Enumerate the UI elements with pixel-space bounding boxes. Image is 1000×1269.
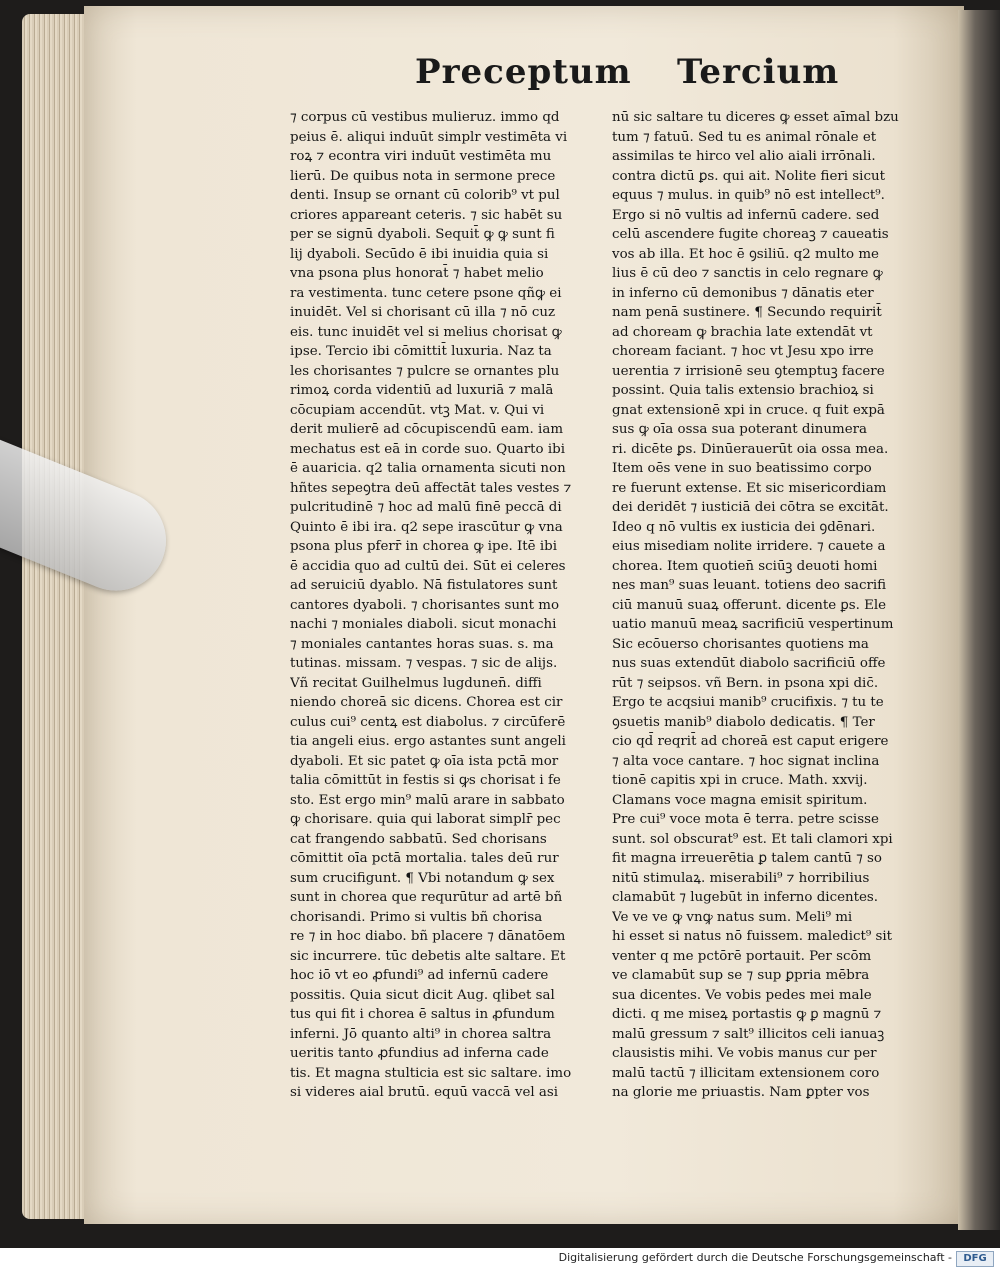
text-line: ra vestimenta. tunc cetere psone qñꝙ ei <box>290 285 562 301</box>
text-line: Quinto ē ibi ira. q2 sepe irascūtur ꝙ vna <box>290 519 563 535</box>
text-line: nes man⁹ suas leuant. totiens deo sacrifi <box>612 578 887 593</box>
text-line: peius ē. aliqui induūt simplr vestimēta vi <box>290 129 568 145</box>
text-line: Ergo si nō vultis ad infernū cadere. sed <box>612 207 880 223</box>
text-line: lierū. De quibus nota in sermone prece <box>290 168 556 184</box>
text-line: tis. Et magna stulticia est sic saltare. imo <box>290 1065 572 1081</box>
text-line: dei deridēt ⁊ iusticiā dei cōtra se excitāt. <box>612 500 889 515</box>
text-line: clamabūt ⁊ lugebūt in inferno dicentes. <box>612 890 879 905</box>
text-line: re ⁊ in hoc diabo. bñ placere ⁊ dānatōem <box>290 929 566 944</box>
text-line: tia angeli eius. ergo astantes sunt angeli <box>290 734 566 749</box>
text-line: Sic ecōuerso chorisantes quotiens ma <box>612 636 869 652</box>
text-line: gnat extensionē xpi in cruce. q fuit expā <box>612 402 885 418</box>
text-line: ciū manuū suaꝝ offerunt. dicente ꝑs. Ele <box>612 597 887 613</box>
text-line: tus qui fit i chorea ē saltus in ꝓfundum <box>290 1007 555 1022</box>
text-line: uerentia ⁊ irrisionē seu ꝯtemptuꝫ facere <box>612 363 885 379</box>
text-line: hi esset si natus nō fuissem. maledict⁹ sit <box>612 929 893 944</box>
text-line: criores appareant ceteris. ⁊ sic habēt su <box>290 207 563 223</box>
text-line: chorisandi. Primo si vultis bñ chorisa <box>290 909 543 925</box>
header-word-left: Preceptum <box>415 52 632 92</box>
text-line: venter q me pctōrē portauit. Per scōm <box>612 948 872 964</box>
text-line: Ideo q nō vultis ex iusticia dei ꝯdēnari. <box>612 519 876 535</box>
text-line: lij dyaboli. Secūdo ē ibi inuidia quia si <box>290 246 549 262</box>
text-line: niendo choreā sic dicens. Chorea est cir <box>290 695 563 710</box>
text-line: sic incurrere. tūc debetis alte saltare. Et <box>290 948 566 964</box>
text-line: ꝙ chorisare. quia qui laborat simplr̄ pec <box>290 812 561 827</box>
text-line: cio qd̄ reqrit̄ ad choreā est caput erigere <box>612 734 889 749</box>
text-line: cōmittit oīa pctā mortalia. tales deū rur <box>290 851 559 866</box>
text-line: fit magna irreuerētia ꝑ talem cantū ⁊ so <box>612 851 882 866</box>
text-line: clausistis mihi. Ve vobis manus cur per <box>612 1046 877 1061</box>
text-line: ad choream ꝙ brachia late extendāt vt <box>612 324 873 340</box>
text-line: ē auaricia. q2 talia ornamenta sicuti non <box>290 461 566 476</box>
text-line: nitū stimulaꝝ. miserabili⁹ ⁊ horribilius <box>612 870 870 886</box>
text-line: Ve ve ve ꝙ vnꝙ natus sum. Meli⁹ mi <box>612 909 853 925</box>
text-line: lius ē cū deo ⁊ sanctis in celo regnare ꝙ <box>612 266 883 281</box>
text-line: ueritis tanto ꝓfundius ad inferna cade <box>290 1046 549 1061</box>
text-line: talia cōmittūt in festis si ꝙs chorisat i fe <box>290 773 561 788</box>
text-line: possint. Quia talis extensio brachioꝝ si <box>612 383 874 398</box>
text-line: ⁊ alta voce cantare. ⁊ hoc signat inclina <box>612 753 880 769</box>
text-line: derit mulierē ad cōcupiscendū eam. iam <box>290 422 564 437</box>
text-line: sua dicentes. Ve vobis pedes mei male <box>612 987 872 1003</box>
text-line: ē accidia quo ad cultū dei. Sūt ei celeres <box>290 558 566 574</box>
text-line: cantores dyaboli. ⁊ chorisantes sunt mo <box>290 597 560 613</box>
text-line: ⁊ moniales cantantes horas suas. s. ma <box>290 636 554 652</box>
text-line: sto. Est ergo min⁹ malū arare in sabbato <box>290 792 565 808</box>
text-column-right <box>612 108 912 1103</box>
running-header <box>415 52 840 102</box>
text-line: inuidēt. Vel si chorisant cū illa ⁊ nō cuz <box>290 305 556 320</box>
dfg-logo: DFG <box>956 1251 994 1267</box>
text-line: sunt in chorea que requrūtur ad artē bñ <box>290 890 563 905</box>
text-line: rimoꝝ corda videntiū ad luxuriā ⁊ malā <box>290 383 554 398</box>
text-line: eis. tunc inuidēt vel si melius chorisat ꝙ <box>290 324 562 340</box>
text-line: vos ab illa. Et hoc ē ꝯsiliū. q2 multo me <box>612 246 879 262</box>
text-line: equus ⁊ mulus. in quib⁹ nō est intellect⁹. <box>612 188 885 203</box>
text-line: celū ascendere fugite choreaꝫ ⁊ caueatis <box>612 227 889 242</box>
book-spine <box>958 10 1000 1230</box>
text-line: rūt ⁊ seipsos. vñ Bern. in psona xpi dic̄. <box>612 675 879 691</box>
text-line: inferni. Jō quanto alti⁹ in chorea saltra <box>290 1026 552 1042</box>
text-line: pulcritudinē ⁊ hoc ad malū finē peccā di <box>290 500 562 515</box>
text-line: cat frangendo sabbatū. Sed chorisans <box>290 831 547 847</box>
text-line: cōcupiam accendūt. vtꝫ Mat. v. Qui vi <box>290 402 545 418</box>
text-line: re fuerunt extense. Et sic misericordiam <box>612 480 887 496</box>
text-line: hñtes sepeꝯtra deū affectāt tales vestes ⁊ <box>290 480 572 496</box>
text-line: sum crucifigunt. ¶ Vbi notandum ꝙ sex <box>290 870 555 886</box>
text-column-left <box>290 108 590 1103</box>
text-line: nus suas extendūt diabolo sacrificiū offe <box>612 656 886 671</box>
text-line: malū tactū ⁊ illicitam extensionem coro <box>612 1065 880 1081</box>
header-word-right: Tercium <box>677 52 840 92</box>
text-line: sus ꝙ oīa ossa sua poterant dinumera <box>612 422 867 437</box>
text-line: assimilas te hirco vel alio aiali irrōnali. <box>612 149 876 164</box>
text-line: contra dictū ꝑs. qui ait. Nolite fieri sicut <box>612 168 885 184</box>
text-line: tutinas. missam. ⁊ vespas. ⁊ sic de alijs. <box>290 656 558 671</box>
text-line: si videres aial brutū. equū vaccā vel asi <box>290 1085 559 1100</box>
text-line: nū sic saltare tu diceres ꝙ esset aīmal bzu <box>612 110 899 125</box>
text-line: Vñ recitat Guilhelmus lugdunen̄. diffi <box>290 675 542 691</box>
text-line: Item oēs vene in suo beatissimo corpo <box>612 461 872 476</box>
text-line: dyaboli. Et sic patet ꝙ oīa ista pctā mor <box>290 753 559 769</box>
text-line: na glorie me priuastis. Nam ꝑpter vos <box>612 1085 870 1100</box>
text-line: in inferno cū demonibus ⁊ dānatis eter <box>612 285 874 301</box>
text-line: ꝯsuetis manib⁹ diabolo dedicatis. ¶ Ter <box>612 714 875 730</box>
text-line: ⁊ corpus cū vestibus mulieruz. immo qd <box>290 110 560 125</box>
text-line: nachi ⁊ moniales diaboli. sicut monachi <box>290 617 557 632</box>
text-line: malū gressum ⁊ salt⁹ illicitos celi ianuaꝫ <box>612 1026 885 1042</box>
text-line: vna psona plus honorat̄ ⁊ habet melio <box>290 266 544 281</box>
funding-note: Digitalisierung gefördert durch die Deutsche Forschungsgemeinschaft - <box>558 1251 952 1264</box>
text-line: Clamans voce magna emisit spiritum. <box>612 792 868 808</box>
text-line: les chorisantes ⁊ pulcre se ornantes plu <box>290 363 560 379</box>
text-line: nam penā sustinere. ¶ Secundo requirit̄ <box>612 305 882 320</box>
text-line: hoc iō vt eo ꝓfundi⁹ ad infernū cadere <box>290 968 549 983</box>
footer-bar <box>0 1248 1000 1269</box>
text-line: uatio manuū meaꝝ sacrificiū vespertinum <box>612 617 894 632</box>
text-line: Ergo te acqsiui manib⁹ crucifixis. ⁊ tu te <box>612 695 884 710</box>
text-line: culus cui⁹ centꝝ est diabolus. ⁊ circūferē <box>290 714 566 730</box>
text-line: ipse. Tercio ibi cōmittit̄ luxuria. Naz ta <box>290 344 552 359</box>
text-line: choream faciant. ⁊ hoc vt Jesu xpo irre <box>612 344 874 359</box>
text-line: psona plus pferr̄ in chorea ꝙ ipe. Itē ibi <box>290 539 557 554</box>
text-line: possitis. Quia sicut dicit Aug. qlibet sal <box>290 987 555 1003</box>
text-line: sunt. sol obscurat⁹ est. Et tali clamori xpi <box>612 831 893 847</box>
text-line: per se signū dyaboli. Sequit̄ ꝙ ꝙ sunt fi <box>290 227 555 242</box>
text-line: Pre cui⁹ voce mota ē terra. petre scisse <box>612 812 879 827</box>
text-line: dicti. q me miseꝝ portastis ꝙ ꝑ magnū ⁊ <box>612 1007 882 1022</box>
text-line: tum ⁊ fatuū. Sed tu es animal rōnale et <box>612 129 877 145</box>
text-line: eius misediam nolite irridere. ⁊ cauete a <box>612 539 886 554</box>
text-line: tionē capitis xpi in cruce. Math. xxvij. <box>612 773 868 788</box>
text-line: ve clamabūt sup se ⁊ sup ꝑpria mēbra <box>612 968 870 983</box>
text-line: ad seruiciū dyablo. Nā fistulatores sunt <box>290 578 558 593</box>
text-line: mechatus est eā in corde suo. Quarto ibi <box>290 441 565 457</box>
text-line: denti. Insup se ornant cū colorib⁹ vt pul <box>290 188 560 203</box>
text-line: roꝝ ⁊ econtra viri induūt vestimēta mu <box>290 149 552 164</box>
text-line: chorea. Item quotien̄ sciūꝫ deuoti homi <box>612 558 878 574</box>
text-line: ri. dicēte ꝑs. Dinūerauerūt oia ossa mea. <box>612 441 889 457</box>
